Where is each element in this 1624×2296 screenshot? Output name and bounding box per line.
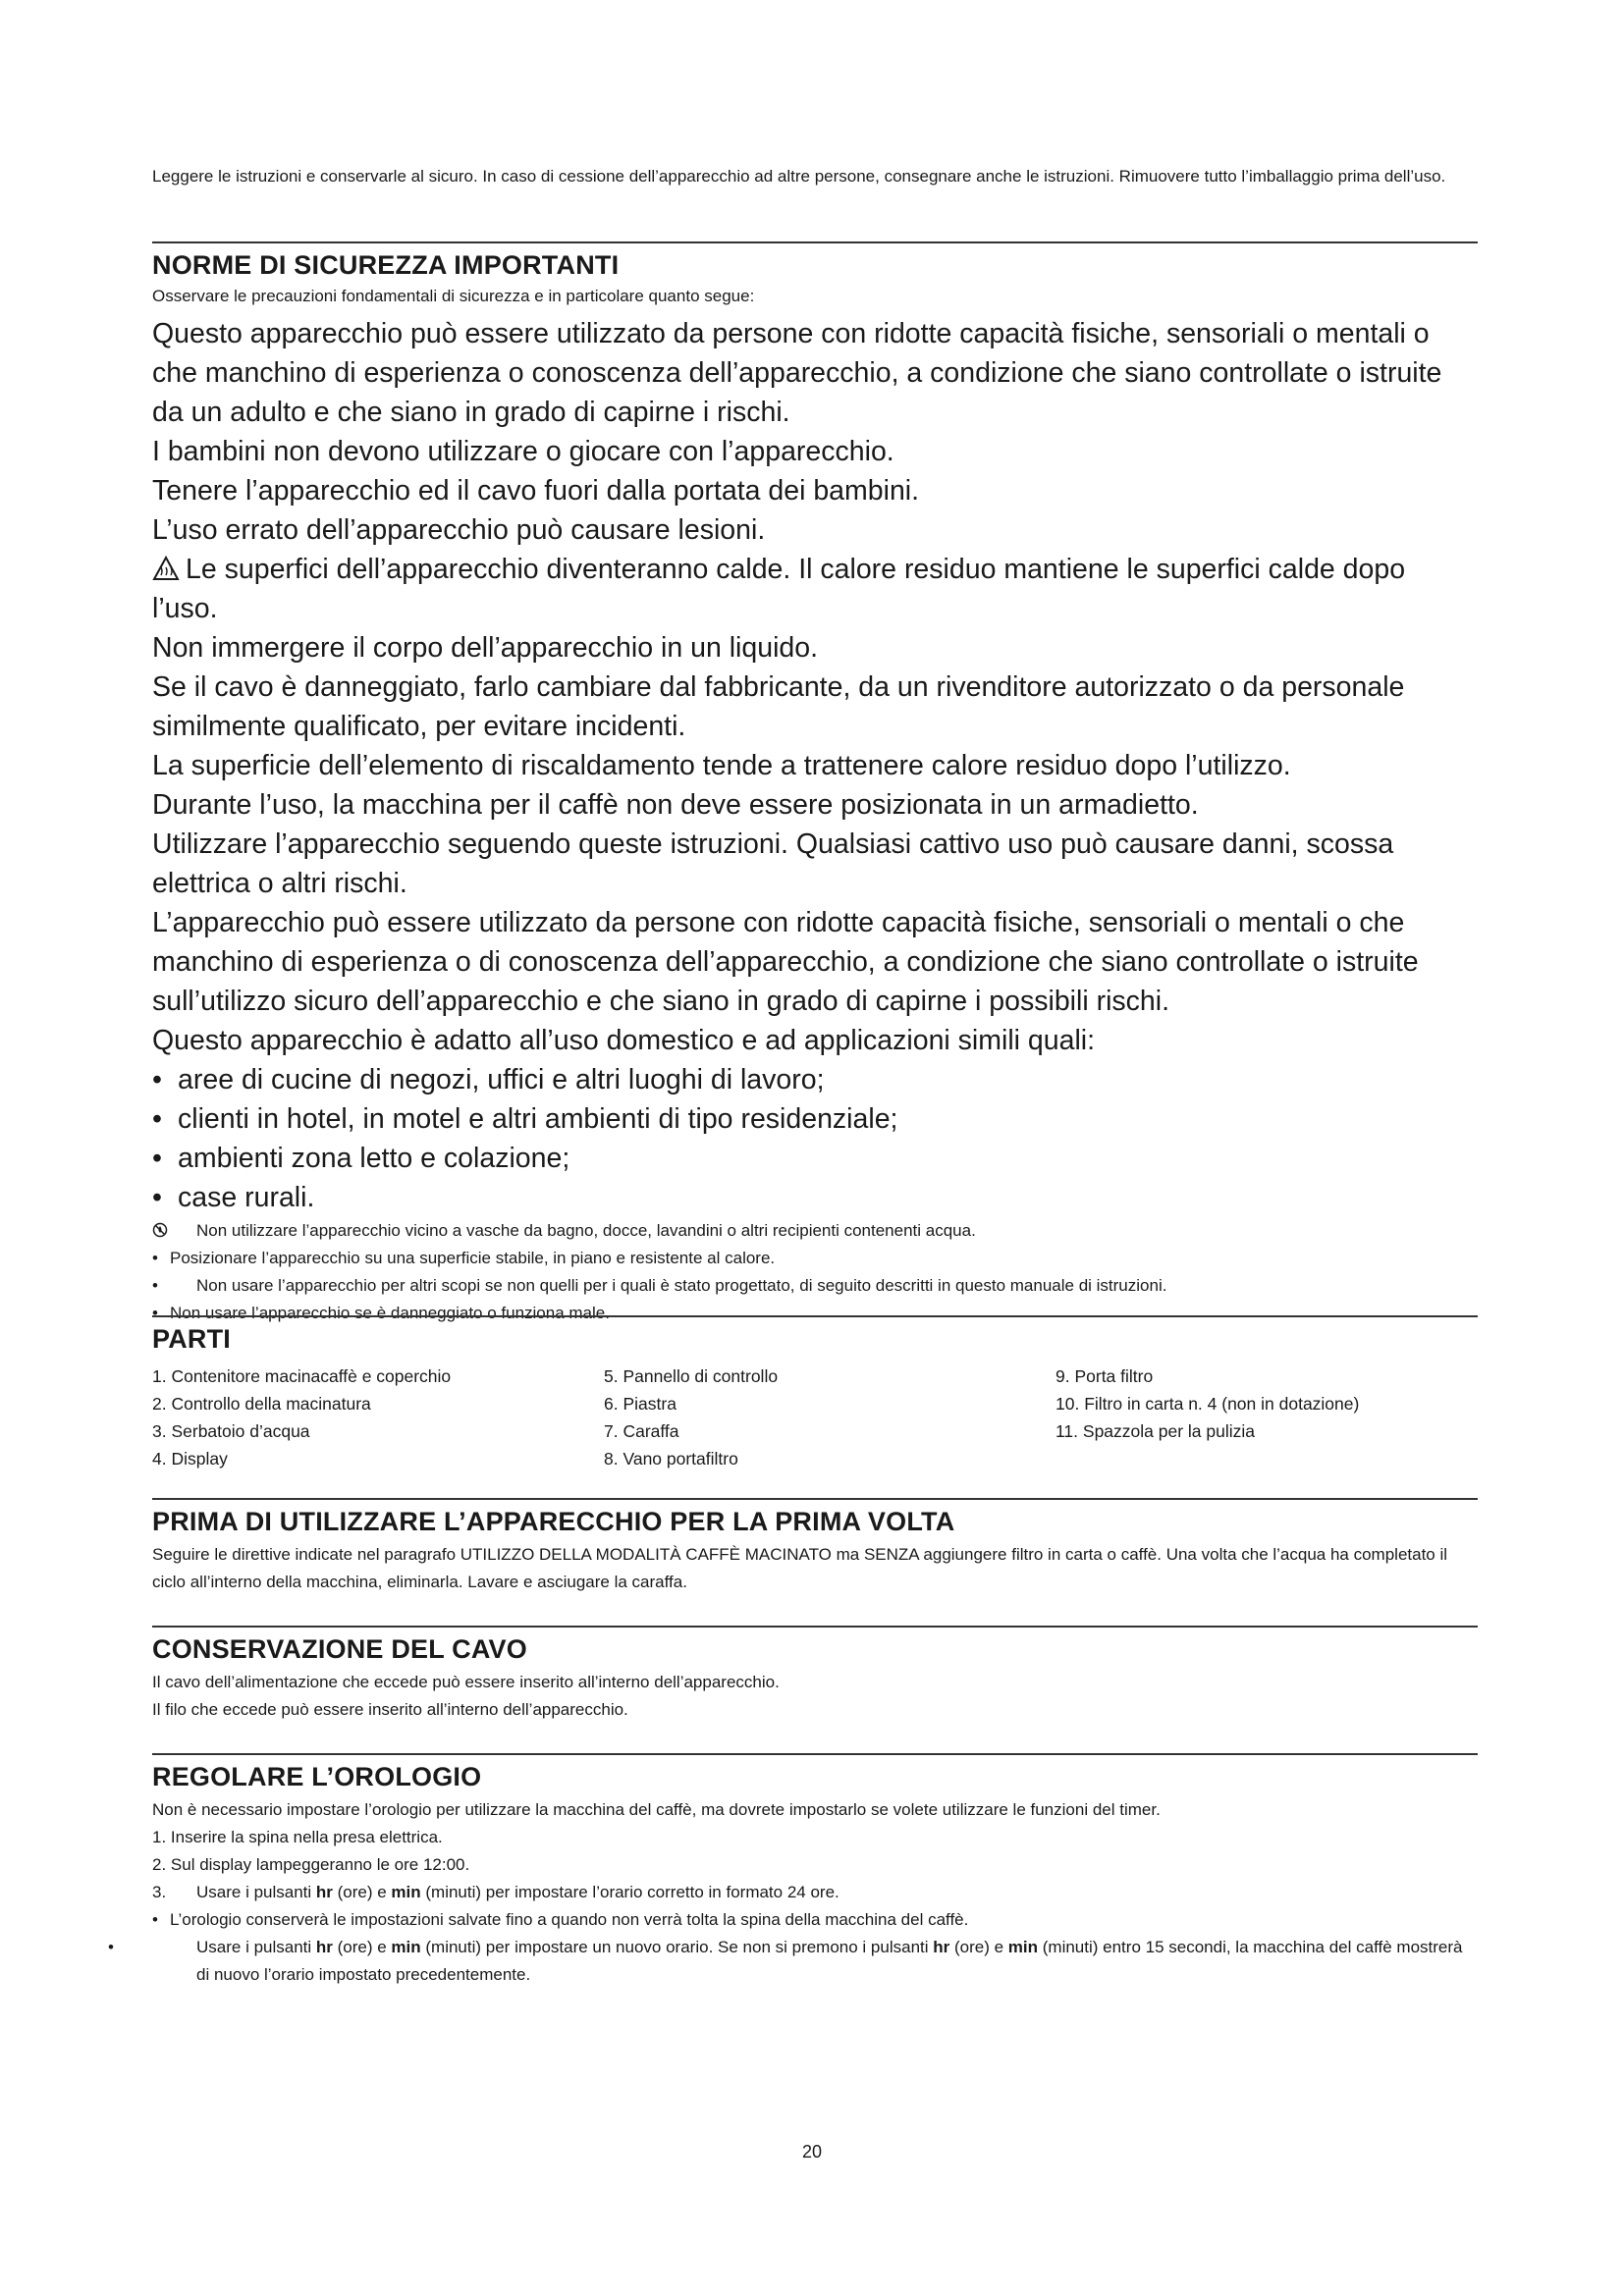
min-keyword: min	[1007, 1938, 1039, 1956]
divider	[152, 1498, 1478, 1500]
list-item: • clienti in hotel, in motel e altri ambienti di tipo residenziale;	[152, 1103, 898, 1135]
part-item: 9. Porta filtro	[1056, 1366, 1154, 1386]
divider	[152, 1315, 1478, 1317]
list-item-text: aree di cucine di negozi, uffici e altri luoghi di lavoro;	[178, 1064, 825, 1095]
text: (minuti) entro 15 secondi, la macchina del caffè mostrerà di nuovo l’orario impostato precedentemente.	[196, 1938, 1463, 1984]
safety-note-text: Posizionare l’apparecchio su una superficie stabile, in piano e resistente al calore.	[170, 1249, 776, 1267]
part-item: 11. Spazzola per la pulizia	[1056, 1421, 1255, 1441]
text: (minuti) per impostare un nuovo orario. Se non si premono i pulsanti	[420, 1938, 934, 1956]
part-item: 7. Caraffa	[604, 1421, 679, 1441]
parts-column	[152, 1362, 604, 1472]
safety-paragraph: Utilizzare l’apparecchio seguendo queste istruzioni. Qualsiasi cattivo uso può causare danni, scossa elettrica o altri rischi.	[152, 828, 1394, 899]
safety-note: • Posizionare l’apparecchio su una superficie stabile, in piano e resistente al calore.	[152, 1249, 776, 1267]
safety-paragraph: L’uso errato dell’apparecchio può causare lesioni.	[152, 514, 766, 546]
safety-paragraph: Questo apparecchio può essere utilizzato da persone con ridotte capacità fisiche, sensoriali o mentali o che manchino di esperienza o conoscenza dell’apparecchio, a condizione che siano controllate o istruite da un adulto e che siano in grado di capirne i rischi.	[152, 318, 1442, 428]
safety-paragraph: L’apparecchio può essere utilizzato da persone con ridotte capacità fisiche, sensoriali o mentali o che manchino di esperienza o di conoscenza dell’apparecchio, a condizione che siano controllate o istruite sull’utilizzo sicuro dell’apparecchio e che siano in grado di capirne i possibili rischi.	[152, 907, 1419, 1017]
part-item: 5. Pannello di controllo	[604, 1366, 779, 1386]
text: (minuti) per impostare l’orario corretto in formato 24 ore.	[420, 1883, 839, 1901]
intro-text: Leggere le istruzioni e conservarle al sicuro. In caso di cessione dell’apparecchio ad altre persone, consegnare anche le istruzioni. Rimuovere tutto l’imballaggio prima dell’uso.	[152, 167, 1446, 186]
part-item: 4. Display	[152, 1449, 228, 1468]
safety-note-text: Non usare l’apparecchio per altri scopi se non quelli per i quali è stato progettato, di seguito descritti in questo manuale di istruzioni.	[196, 1276, 1167, 1295]
divider	[152, 241, 1478, 243]
safety-note: • Non usare l’apparecchio per altri scopi se non quelli per i quali è stato progettato, di seguito descritti in questo manuale di istruzioni.	[152, 1276, 1167, 1295]
hot-surface-text: Le superfici dell’apparecchio diventeranno calde. Il calore residuo mantiene le superfici calde dopo l’uso.	[152, 554, 1406, 624]
hr-keyword: hr	[315, 1883, 333, 1901]
safety-paragraph: La superficie dell’elemento di riscaldamento tende a trattenere calore residuo dopo l’utilizzo.	[152, 750, 1291, 781]
section-title: REGOLARE L’OROLOGIO	[152, 1762, 482, 1791]
safety-section	[152, 241, 1478, 1327]
part-item: 2. Controllo della macinatura	[152, 1394, 371, 1414]
list-item-text: case rurali.	[178, 1182, 315, 1213]
hot-surface-warning-icon	[152, 553, 180, 578]
safety-paragraph: Durante l’uso, la macchina per il caffè non deve essere posizionata in un armadietto.	[152, 789, 1199, 821]
clock-step	[152, 1879, 1478, 1906]
list-item-text: clienti in hotel, in motel e altri ambienti di tipo residenziale;	[178, 1103, 898, 1135]
safety-paragraph: Se il cavo è danneggiato, farlo cambiare dal fabbricante, da un rivenditore autorizzato o da personale similmente qualificato, per evitare incidenti.	[152, 671, 1405, 742]
part-item: 1. Contenitore macinacaffè e coperchio	[152, 1366, 452, 1386]
safety-paragraph: Non immergere il corpo dell’apparecchio in un liquido.	[152, 632, 819, 664]
safety-paragraph: Questo apparecchio è adatto all’uso domestico e ad applicazioni simili quali:	[152, 1025, 1096, 1056]
text: (ore) e	[332, 1883, 392, 1901]
clock-intro: Non è necessario impostare l’orologio per utilizzare la macchina del caffè, ma dovrete impostarlo se volete utilizzare le funzioni del timer.	[152, 1800, 1161, 1819]
parts-column	[604, 1362, 1056, 1472]
cord-section	[152, 1626, 1478, 1724]
cord-text: Il filo che eccede può essere inserito all’interno dell’apparecchio.	[152, 1700, 628, 1719]
safety-paragraph: Tenere l’apparecchio ed il cavo fuori dalla portata dei bambini.	[152, 475, 920, 507]
part-item: 6. Piastra	[604, 1394, 677, 1414]
safety-note-text: Non usare l’apparecchio se è danneggiato o funziona male.	[170, 1304, 610, 1322]
clock-note: • Usare i pulsanti hr (ore) e min (minuti) per impostare un nuovo orario. Se non si premono i pulsanti hr (ore) e min (minuti) entro 15 secondi, la macchina del caffè mostrerà di nuovo l’orario impostato precedentemente.	[108, 1938, 1463, 1984]
safety-note: • Non usare l’apparecchio se è danneggiato o funziona male.	[152, 1304, 610, 1322]
clock-section	[108, 1753, 1478, 1989]
section-title: CONSERVAZIONE DEL CAVO	[152, 1634, 527, 1664]
safety-note	[152, 1217, 1478, 1245]
clock-note: • L’orologio conserverà le impostazioni salvate fino a quando non verrà tolta la spina della macchina del caffè.	[152, 1910, 969, 1929]
list-item-text: ambienti zona letto e colazione;	[178, 1143, 570, 1174]
part-item: 10. Filtro in carta n. 4 (non in dotazione)	[1056, 1394, 1360, 1414]
min-keyword: min	[391, 1938, 421, 1956]
text: (ore) e	[332, 1938, 392, 1956]
no-water-icon	[152, 1219, 168, 1235]
part-item: 3. Serbatoio d’acqua	[152, 1421, 310, 1441]
list-item: • aree di cucine di negozi, uffici e altri luoghi di lavoro;	[152, 1064, 825, 1095]
divider	[152, 1753, 1478, 1755]
section-title: NORME DI SICUREZZA IMPORTANTI	[152, 250, 620, 280]
clock-step: 2. Sul display lampeggeranno le ore 12:00.	[152, 1855, 470, 1874]
safety-paragraph: I bambini non devono utilizzare o giocare con l’apparecchio.	[152, 436, 894, 467]
parts-section	[152, 1315, 1478, 1472]
part-item: 8. Vano portafiltro	[604, 1449, 738, 1468]
safety-lead: Osservare le precauzioni fondamentali di sicurezza e in particolare quanto segue:	[152, 287, 755, 305]
first-use-text: Seguire le direttive indicate nel paragrafo UTILIZZO DELLA MODALITÀ CAFFÈ MACINATO ma SENZA aggiungere filtro in carta o caffè. Una volta che l’acqua ha completato il ciclo all’interno della macchina, eliminarla. Lavare e asciugare la caraffa.	[152, 1545, 1448, 1591]
text: (ore) e	[949, 1938, 1008, 1956]
section-title: PARTI	[152, 1324, 231, 1354]
list-item: • case rurali.	[152, 1182, 315, 1213]
section-title: PRIMA DI UTILIZZARE L’APPARECCHIO PER LA PRIMA VOLTA	[152, 1507, 955, 1536]
divider	[152, 1626, 1478, 1628]
hr-keyword: hr	[933, 1938, 950, 1956]
min-keyword: min	[391, 1883, 421, 1901]
list-item: • ambienti zona letto e colazione;	[152, 1143, 570, 1174]
text: Usare i pulsanti	[196, 1883, 316, 1901]
safety-note-text: Non utilizzare l’apparecchio vicino a vasche da bagno, docce, lavandini o altri recipienti contenenti acqua.	[196, 1221, 976, 1240]
text: Usare i pulsanti	[196, 1938, 316, 1956]
parts-column	[1056, 1362, 1478, 1472]
cord-text: Il cavo dell’alimentazione che eccede può essere inserito all’interno dell’apparecchio.	[152, 1673, 780, 1691]
step-number: 3.	[152, 1883, 167, 1901]
clock-step: 1. Inserire la spina nella presa elettrica.	[152, 1828, 443, 1846]
hr-keyword: hr	[315, 1938, 333, 1956]
page-number: 20	[801, 2142, 823, 2162]
parts-list	[152, 1362, 1478, 1472]
clock-note-text: L’orologio conserverà le impostazioni salvate fino a quando non verrà tolta la spina della macchina del caffè.	[170, 1910, 969, 1929]
first-use-section	[152, 1498, 1478, 1596]
safety-paragraph-hot	[152, 550, 1478, 628]
